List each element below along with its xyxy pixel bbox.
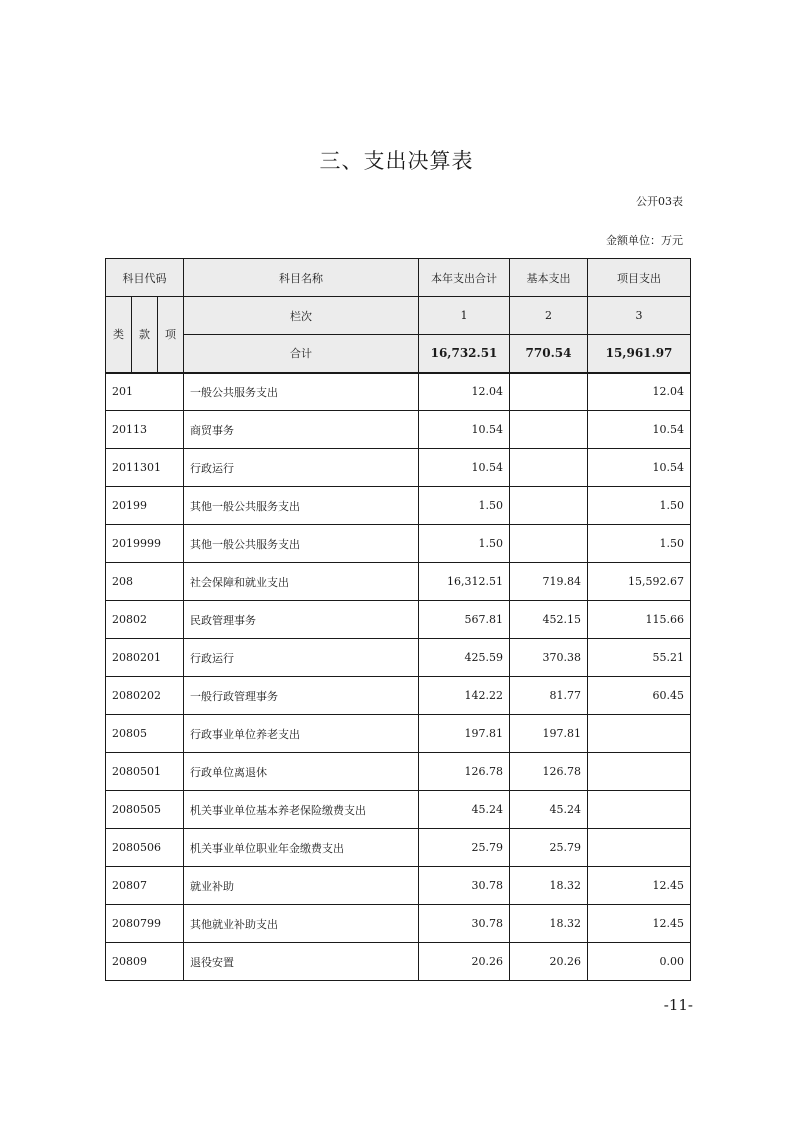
row-code: 2080201 [106, 639, 184, 677]
amount-unit: 金额单位：万元 [606, 234, 683, 247]
row-name: 其他一般公共服务支出 [184, 487, 419, 525]
row-total: 567.81 [419, 601, 510, 639]
row-total: 197.81 [419, 715, 510, 753]
row-basic [510, 449, 588, 487]
row-basic: 719.84 [510, 563, 588, 601]
header-lei: 类 [106, 297, 132, 373]
table-row [106, 677, 691, 715]
row-project: 1.50 [588, 525, 691, 563]
table-row [106, 867, 691, 905]
row-basic: 126.78 [510, 753, 588, 791]
row-code: 20113 [106, 411, 184, 449]
row-code: 20809 [106, 943, 184, 981]
row-total: 12.04 [419, 373, 510, 411]
table-row [106, 601, 691, 639]
row-code: 20199 [106, 487, 184, 525]
header-col2: 2 [510, 297, 588, 335]
row-total: 45.24 [419, 791, 510, 829]
table-row [106, 829, 691, 867]
header-kuan: 款 [132, 297, 158, 373]
row-code: 20807 [106, 867, 184, 905]
row-total: 10.54 [419, 449, 510, 487]
row-total: 30.78 [419, 905, 510, 943]
header-total: 本年支出合计 [419, 259, 510, 297]
row-project: 115.66 [588, 601, 691, 639]
row-name: 机关事业单位基本养老保险缴费支出 [184, 791, 419, 829]
row-code: 2080799 [106, 905, 184, 943]
sum-label: 合计 [184, 335, 419, 373]
row-basic: 197.81 [510, 715, 588, 753]
row-name: 行政运行 [184, 639, 419, 677]
row-basic: 18.32 [510, 867, 588, 905]
header-code: 科目代码 [106, 259, 184, 297]
table-row [106, 753, 691, 791]
row-basic: 370.38 [510, 639, 588, 677]
row-basic: 25.79 [510, 829, 588, 867]
page-title: 三、支出决算表 [319, 149, 474, 173]
table-row [106, 563, 691, 601]
row-code: 208 [106, 563, 184, 601]
row-project: 15,592.67 [588, 563, 691, 601]
row-code: 2019999 [106, 525, 184, 563]
row-code: 2080506 [106, 829, 184, 867]
form-number: 公开03表 [636, 195, 683, 208]
sum-basic: 770.54 [510, 335, 588, 373]
row-name: 社会保障和就业支出 [184, 563, 419, 601]
row-total: 20.26 [419, 943, 510, 981]
table-row [106, 411, 691, 449]
sum-row [106, 335, 691, 373]
header-basic: 基本支出 [510, 259, 588, 297]
table-row [106, 791, 691, 829]
row-basic: 81.77 [510, 677, 588, 715]
row-total: 1.50 [419, 487, 510, 525]
table-row [106, 905, 691, 943]
row-name: 一般公共服务支出 [184, 373, 419, 411]
sum-project: 15,961.97 [588, 335, 691, 373]
row-basic: 18.32 [510, 905, 588, 943]
row-project: 0.00 [588, 943, 691, 981]
row-project: 12.04 [588, 373, 691, 411]
row-name: 商贸事务 [184, 411, 419, 449]
table-row [106, 715, 691, 753]
row-project: 12.45 [588, 905, 691, 943]
row-project [588, 829, 691, 867]
header-col1: 1 [419, 297, 510, 335]
row-basic [510, 411, 588, 449]
row-total: 10.54 [419, 411, 510, 449]
row-name: 机关事业单位职业年金缴费支出 [184, 829, 419, 867]
row-basic [510, 525, 588, 563]
table-row [106, 373, 691, 411]
table-row [106, 943, 691, 981]
row-project: 12.45 [588, 867, 691, 905]
row-total: 30.78 [419, 867, 510, 905]
table-row [106, 639, 691, 677]
row-project: 10.54 [588, 411, 691, 449]
header-row [106, 259, 691, 297]
header-lanci: 栏次 [184, 297, 419, 335]
row-name: 其他就业补助支出 [184, 905, 419, 943]
page-number: -11- [663, 996, 693, 1014]
row-total: 16,312.51 [419, 563, 510, 601]
column-index-row [106, 297, 691, 335]
row-code: 2080202 [106, 677, 184, 715]
expenditure-table [105, 258, 691, 981]
row-project: 60.45 [588, 677, 691, 715]
row-project [588, 715, 691, 753]
sum-total: 16,732.51 [419, 335, 510, 373]
row-basic: 452.15 [510, 601, 588, 639]
table-row [106, 487, 691, 525]
header-project: 项目支出 [588, 259, 691, 297]
row-name: 就业补助 [184, 867, 419, 905]
row-basic [510, 373, 588, 411]
row-project [588, 753, 691, 791]
row-name: 行政事业单位养老支出 [184, 715, 419, 753]
table-row [106, 525, 691, 563]
row-name: 退役安置 [184, 943, 419, 981]
row-code: 201 [106, 373, 184, 411]
row-name: 一般行政管理事务 [184, 677, 419, 715]
row-name: 其他一般公共服务支出 [184, 525, 419, 563]
row-code: 20805 [106, 715, 184, 753]
row-basic: 20.26 [510, 943, 588, 981]
row-name: 民政管理事务 [184, 601, 419, 639]
row-code: 2080501 [106, 753, 184, 791]
row-name: 行政单位离退休 [184, 753, 419, 791]
header-name: 科目名称 [184, 259, 419, 297]
row-total: 1.50 [419, 525, 510, 563]
row-project [588, 791, 691, 829]
row-code: 2011301 [106, 449, 184, 487]
row-project: 1.50 [588, 487, 691, 525]
row-basic [510, 487, 588, 525]
row-total: 25.79 [419, 829, 510, 867]
row-code: 20802 [106, 601, 184, 639]
row-total: 126.78 [419, 753, 510, 791]
row-basic: 45.24 [510, 791, 588, 829]
row-project: 10.54 [588, 449, 691, 487]
row-total: 142.22 [419, 677, 510, 715]
header-xiang: 项 [158, 297, 184, 373]
row-name: 行政运行 [184, 449, 419, 487]
row-total: 425.59 [419, 639, 510, 677]
table-row [106, 449, 691, 487]
header-col3: 3 [588, 297, 691, 335]
row-code: 2080505 [106, 791, 184, 829]
row-project: 55.21 [588, 639, 691, 677]
